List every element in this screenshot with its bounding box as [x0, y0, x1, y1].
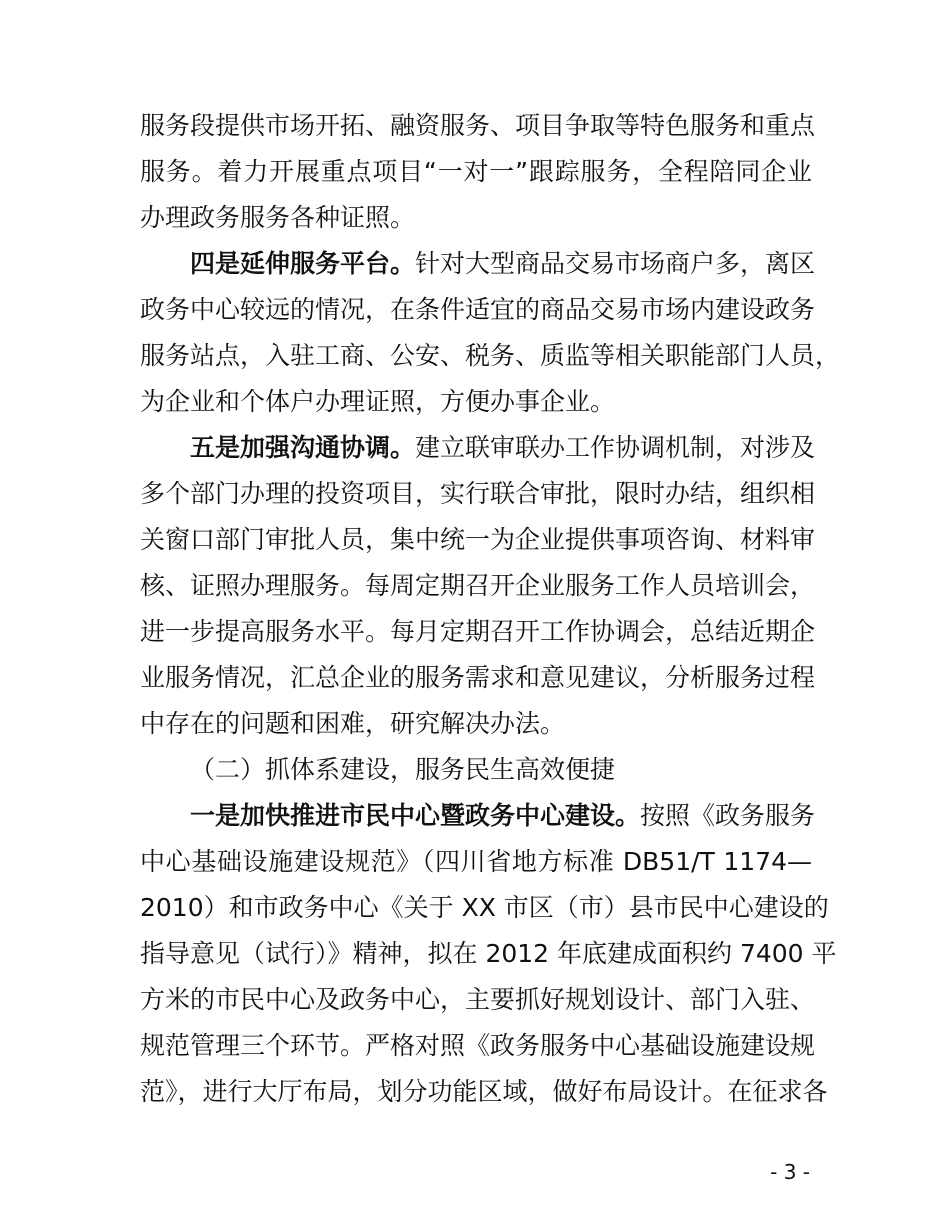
text-line: 服务。着力开展重点项目“一对一”跟踪服务，全程陪同企业 [140, 157, 812, 186]
text-line: 为企业和个体户办理证照，方便办事企业。 [140, 387, 616, 416]
paragraph-first-line [140, 425, 816, 471]
text-line: 方米的市民中心及政务中心，主要抓好规划设计、部门入驻、 [140, 985, 816, 1014]
paragraph-heading: 四是延伸服务平台。 [190, 249, 416, 278]
document-body [140, 103, 841, 1115]
paragraph-first-line [140, 241, 816, 287]
text-line: 服务段提供市场开拓、融资服务、项目争取等特色服务和重点 [140, 111, 816, 140]
text-line: 业服务情况，汇总企业的服务需求和意见建议，分析服务过程 [140, 663, 816, 692]
paragraph-heading: 一是加快推进市民中心暨政务中心建设。 [190, 801, 641, 830]
text-line: 中心基础设施建设规范》（四川省地方标准 DB51/T 1174— [140, 847, 812, 876]
page-number: - 3 - [770, 1160, 810, 1184]
text-line: 范》，进行大厅布局，划分功能区域，做好布局设计。在征求各 [140, 1077, 828, 1106]
paragraph-first-line [140, 793, 816, 839]
text-line: 指导意见（试行）》精神，拟在 2012 年底建成面积约 7400 平 [140, 939, 837, 968]
paragraph-text: 建立联审联办工作协调机制，对涉及 [415, 433, 816, 462]
text-line: 中存在的问题和困难，研究解决办法。 [140, 709, 566, 738]
section-heading: （二）抓体系建设，服务民生高效便捷 [190, 755, 616, 784]
text-line: 多个部门办理的投资项目，实行联合审批，限时办结，组织相 [140, 479, 816, 508]
text-line: 进一步提高服务水平。每月定期召开工作协调会，总结近期企 [140, 617, 816, 646]
text-line: 政务中心较远的情况，在条件适宜的商品交易市场内建设政务 [140, 295, 816, 324]
text-line: 服务站点，入驻工商、公安、税务、质监等相关职能部门人员， [140, 341, 841, 370]
text-line: 关窗口部门审批人员，集中统一为企业提供事项咨询、材料审 [140, 525, 816, 554]
text-line: 办理政务服务各种证照。 [140, 203, 416, 232]
paragraph-text: 针对大型商品交易市场商户多，离区 [415, 249, 816, 278]
text-line: 2010）和市政务中心《关于 XX 市区（市）县市民中心建设的 [140, 893, 829, 922]
text-line: 核、证照办理服务。每周定期召开企业服务工作人员培训会， [140, 571, 816, 600]
paragraph-heading: 五是加强沟通协调。 [190, 433, 416, 462]
text-line: 规范管理三个环节。严格对照《政务服务中心基础设施建设规 [140, 1031, 816, 1060]
paragraph-text: 按照《政务服务 [640, 801, 816, 830]
